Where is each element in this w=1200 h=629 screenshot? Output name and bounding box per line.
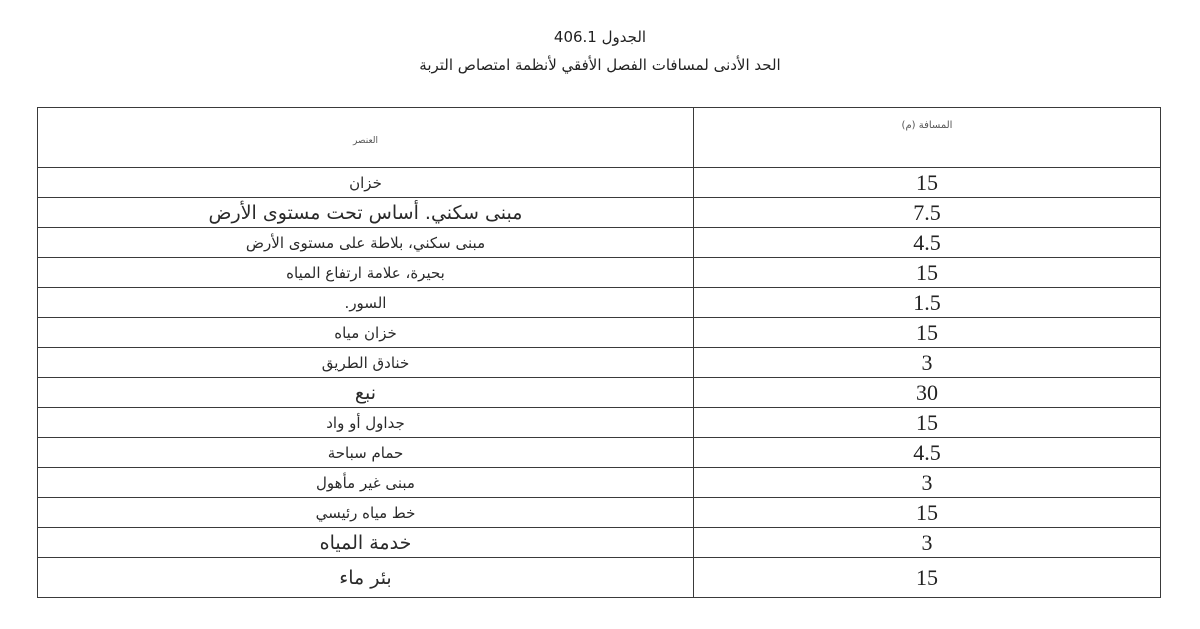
distance-cell [694, 288, 1161, 318]
distance-value: 15 [916, 169, 938, 195]
distance-value: 7.5 [913, 199, 941, 225]
item-cell [38, 468, 694, 498]
item-label: خزان [349, 174, 382, 192]
item-cell [38, 498, 694, 528]
distance-cell [694, 198, 1161, 228]
table-row [38, 168, 1161, 198]
item-label: بئر ماء [339, 566, 392, 589]
table-row [38, 498, 1161, 528]
table-row [38, 288, 1161, 318]
item-label: نبع [354, 381, 377, 404]
distance-cell [694, 528, 1161, 558]
distance-cell [694, 258, 1161, 288]
item-label: خط مياه رئيسي [315, 504, 416, 522]
separation-distance-table [37, 107, 1161, 598]
distance-value: 3 [921, 349, 933, 375]
item-cell [38, 558, 694, 598]
distance-cell [694, 408, 1161, 438]
header-cell-distance [694, 108, 1161, 168]
header-cell-item [38, 108, 694, 168]
distance-cell [694, 438, 1161, 468]
table-row [38, 528, 1161, 558]
header-distance-label: المسافة (م) [901, 120, 953, 131]
table-header-row [38, 108, 1161, 168]
distance-value: 1.5 [913, 289, 941, 315]
item-cell [38, 318, 694, 348]
table-row [38, 438, 1161, 468]
table-row [38, 378, 1161, 408]
header-item-label: العنصر [352, 136, 379, 146]
distance-cell [694, 558, 1161, 598]
table-subtitle: الحد الأدنى لمسافات الفصل الأفقي لأنظمة امتصاص التربة [419, 56, 781, 74]
item-cell [38, 258, 694, 288]
item-label: خنادق الطريق [321, 354, 410, 372]
item-cell [38, 198, 694, 228]
table-row [38, 258, 1161, 288]
item-label: السور. [344, 294, 387, 312]
distance-value: 15 [916, 564, 938, 590]
table-row [38, 558, 1161, 598]
item-label: خزان مياه [334, 324, 397, 342]
distance-cell [694, 468, 1161, 498]
table-row [38, 348, 1161, 378]
item-cell [38, 408, 694, 438]
distance-cell [694, 348, 1161, 378]
distance-value: 15 [916, 409, 938, 435]
distance-cell [694, 318, 1161, 348]
distance-cell [694, 498, 1161, 528]
distance-value: 15 [916, 499, 938, 525]
item-label: بحيرة، علامة ارتفاع المياه [286, 264, 445, 282]
distance-value: 4.5 [913, 439, 941, 465]
table-row [38, 228, 1161, 258]
item-cell [38, 528, 694, 558]
item-label: مبنى غير مأهول [316, 474, 415, 492]
item-label: حمام سباحة [327, 444, 404, 462]
item-label: جداول أو واد [326, 414, 405, 432]
table-row [38, 198, 1161, 228]
item-cell [38, 438, 694, 468]
table-row [38, 408, 1161, 438]
item-cell [38, 228, 694, 258]
distance-value: 3 [921, 529, 933, 555]
table-title: الجدول 406.1 [553, 28, 647, 46]
distance-cell [694, 228, 1161, 258]
distance-value: 3 [921, 469, 933, 495]
item-label: مبنى سكني. أساس تحت مستوى الأرض [208, 201, 523, 224]
item-cell [38, 288, 694, 318]
distance-cell [694, 378, 1161, 408]
item-label: مبنى سكني، بلاطة على مستوى الأرض [245, 234, 486, 252]
table-row [38, 318, 1161, 348]
item-cell [38, 168, 694, 198]
item-cell [38, 348, 694, 378]
distance-value: 30 [916, 379, 938, 405]
table-row [38, 468, 1161, 498]
distance-cell [694, 168, 1161, 198]
item-label: خدمة المياه [319, 531, 412, 554]
item-cell [38, 378, 694, 408]
distance-value: 15 [916, 259, 938, 285]
distance-value: 15 [916, 319, 938, 345]
distance-value: 4.5 [913, 229, 941, 255]
